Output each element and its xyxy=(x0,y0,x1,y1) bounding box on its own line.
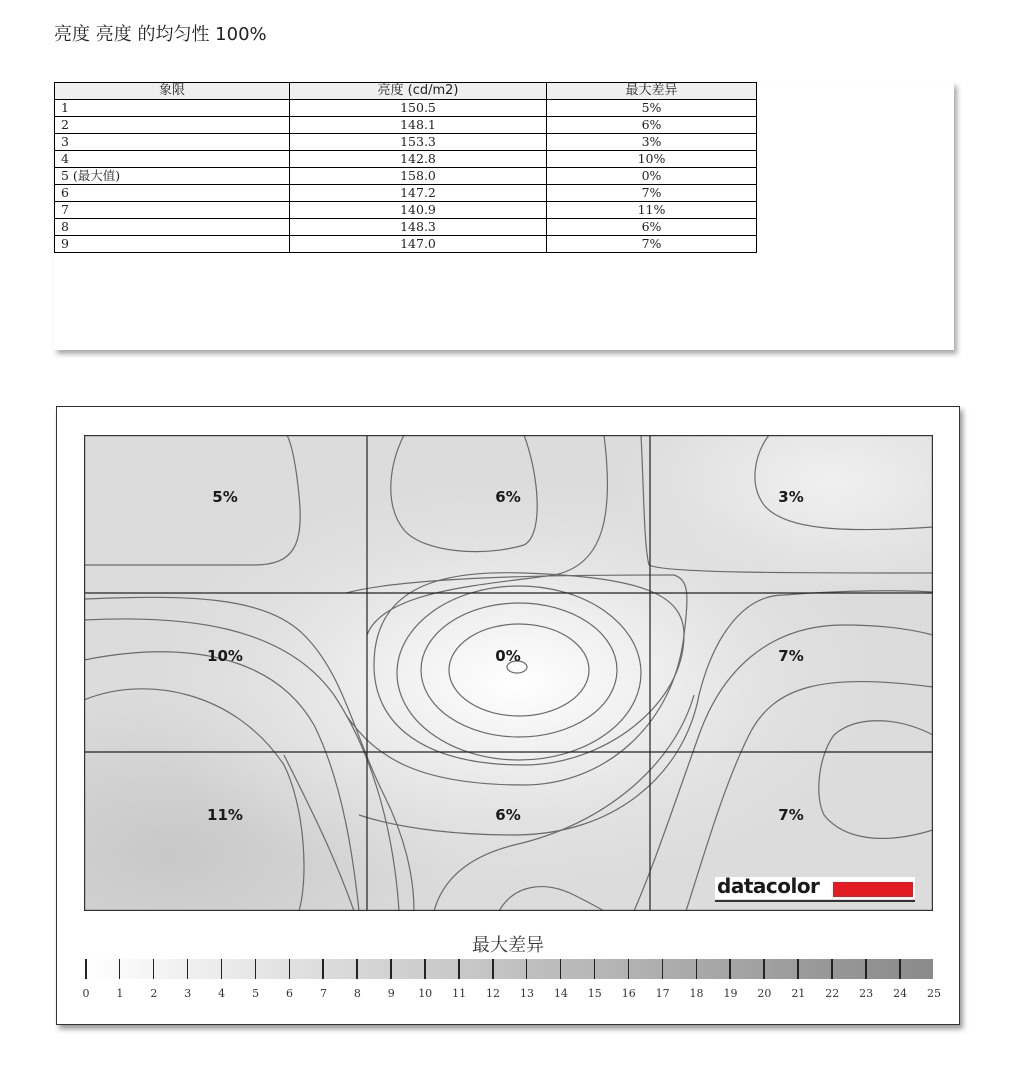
legend-tick-mark xyxy=(492,959,494,979)
cell-luminance: 150.5 xyxy=(290,100,547,117)
legend-tick-label: 8 xyxy=(353,987,361,1000)
legend-tick-label: 5 xyxy=(252,987,260,1000)
cell-quadrant: 6 xyxy=(55,185,290,202)
cell-max-diff: 0% xyxy=(547,168,757,185)
uniformity-chart-card xyxy=(56,406,960,1025)
table-row xyxy=(55,168,757,185)
logo-underline xyxy=(715,900,915,902)
legend-tick-mark xyxy=(899,959,901,979)
cell-quadrant: 1 xyxy=(55,100,290,117)
header-quadrant: 象限 xyxy=(55,83,290,100)
legend-tick-mark xyxy=(763,959,765,979)
header-luminance: 亮度 (cd/m2) xyxy=(290,83,547,100)
cell-quadrant: 4 xyxy=(55,151,290,168)
legend-tick-label: 9 xyxy=(387,987,395,1000)
table-row xyxy=(55,100,757,117)
legend-tick-label: 22 xyxy=(825,987,840,1000)
legend-tick-mark xyxy=(390,959,392,979)
table-row xyxy=(55,202,757,219)
cell-max-diff: 7% xyxy=(547,185,757,202)
cell-luminance: 153.3 xyxy=(290,134,547,151)
table-row xyxy=(55,134,757,151)
header-max-diff: 最大差异 xyxy=(547,83,757,100)
legend-tick-label: 13 xyxy=(519,987,534,1000)
luminance-table xyxy=(54,82,757,253)
logo-text: datacolor xyxy=(717,874,820,898)
contour-map xyxy=(84,435,933,911)
legend-tick-label: 16 xyxy=(621,987,636,1000)
cell-quadrant: 3 xyxy=(55,134,290,151)
legend-tick-mark xyxy=(458,959,460,979)
legend-tick-mark xyxy=(322,959,324,979)
logo-red-bar xyxy=(833,882,913,897)
luminance-table-card xyxy=(54,82,954,350)
legend-tick-label: 11 xyxy=(452,987,467,1000)
quadrant-8-label: 6% xyxy=(495,806,521,824)
cell-quadrant: 9 xyxy=(55,236,290,253)
legend-tick-mark xyxy=(255,959,257,979)
legend-tick-mark xyxy=(797,959,799,979)
legend-tick-mark xyxy=(729,959,731,979)
legend-tick-label: 20 xyxy=(757,987,772,1000)
legend-colorbar xyxy=(85,959,933,979)
legend-tick-mark xyxy=(221,959,223,979)
legend-tick-mark xyxy=(356,959,358,979)
quadrant-7-label: 11% xyxy=(207,806,243,824)
legend-tick-label: 19 xyxy=(723,987,738,1000)
uniformity-contour-plot xyxy=(84,435,933,911)
legend-tick-label: 18 xyxy=(689,987,704,1000)
legend-tick-mark xyxy=(153,959,155,979)
legend-tick-label: 7 xyxy=(319,987,327,1000)
table-row xyxy=(55,185,757,202)
table-row xyxy=(55,151,757,168)
quadrant-4-label: 10% xyxy=(207,647,243,665)
cell-luminance: 140.9 xyxy=(290,202,547,219)
cell-max-diff: 6% xyxy=(547,117,757,134)
legend-tick-label: 2 xyxy=(150,987,158,1000)
legend-tick-mark xyxy=(662,959,664,979)
quadrant-9-label: 7% xyxy=(778,806,804,824)
cell-max-diff: 3% xyxy=(547,134,757,151)
legend-tick-label: 12 xyxy=(486,987,501,1000)
datacolor-logo xyxy=(715,874,915,899)
legend-tick-mark xyxy=(696,959,698,979)
cell-max-diff: 10% xyxy=(547,151,757,168)
table-row xyxy=(55,219,757,236)
legend-tick-label: 6 xyxy=(286,987,294,1000)
cell-luminance: 148.1 xyxy=(290,117,547,134)
legend-tick-mark xyxy=(85,959,87,979)
cell-luminance: 158.0 xyxy=(290,168,547,185)
cell-luminance: 148.3 xyxy=(290,219,547,236)
cell-quadrant: 7 xyxy=(55,202,290,219)
legend-tick-label: 0 xyxy=(82,987,90,1000)
legend-tick-label: 21 xyxy=(791,987,806,1000)
legend-tick-label: 17 xyxy=(655,987,670,1000)
cell-max-diff: 5% xyxy=(547,100,757,117)
legend-tick-mark xyxy=(424,959,426,979)
legend-tick-label: 3 xyxy=(184,987,192,1000)
cell-max-diff: 6% xyxy=(547,219,757,236)
cell-quadrant: 8 xyxy=(55,219,290,236)
quadrant-3-label: 3% xyxy=(778,488,804,506)
quadrant-6-label: 7% xyxy=(778,647,804,665)
legend-tick-label: 15 xyxy=(587,987,602,1000)
table-header-row xyxy=(55,83,757,100)
cell-quadrant: 2 xyxy=(55,117,290,134)
legend-tick-label: 10 xyxy=(418,987,433,1000)
quadrant-5-label: 0% xyxy=(495,647,521,665)
cell-luminance: 147.2 xyxy=(290,185,547,202)
legend-tick-mark xyxy=(865,959,867,979)
legend-tick-label: 24 xyxy=(893,987,908,1000)
legend-tick-mark xyxy=(560,959,562,979)
cell-quadrant: 5 (最大值) xyxy=(55,168,290,185)
legend-tick-label: 23 xyxy=(859,987,874,1000)
legend-tick-label: 14 xyxy=(553,987,568,1000)
legend-tick-mark xyxy=(628,959,630,979)
cell-max-diff: 7% xyxy=(547,236,757,253)
page-title: 亮度 亮度 的均匀性 100% xyxy=(54,24,267,45)
legend-tick-mark xyxy=(594,959,596,979)
legend-tick-mark xyxy=(831,959,833,979)
cell-max-diff: 11% xyxy=(547,202,757,219)
legend-tick-mark xyxy=(289,959,291,979)
table-row xyxy=(55,117,757,134)
table-row xyxy=(55,236,757,253)
legend-tick-mark xyxy=(187,959,189,979)
quadrant-1-label: 5% xyxy=(212,488,238,506)
legend-tick-mark xyxy=(119,959,121,979)
legend-title: 最大差异 xyxy=(472,935,544,956)
legend-tick-label: 25 xyxy=(927,987,941,1000)
cell-luminance: 147.0 xyxy=(290,236,547,253)
cell-luminance: 142.8 xyxy=(290,151,547,168)
legend-tick-label: 1 xyxy=(116,987,124,1000)
legend-tick-mark xyxy=(526,959,528,979)
legend-tick-label: 4 xyxy=(218,987,226,1000)
quadrant-2-label: 6% xyxy=(495,488,521,506)
